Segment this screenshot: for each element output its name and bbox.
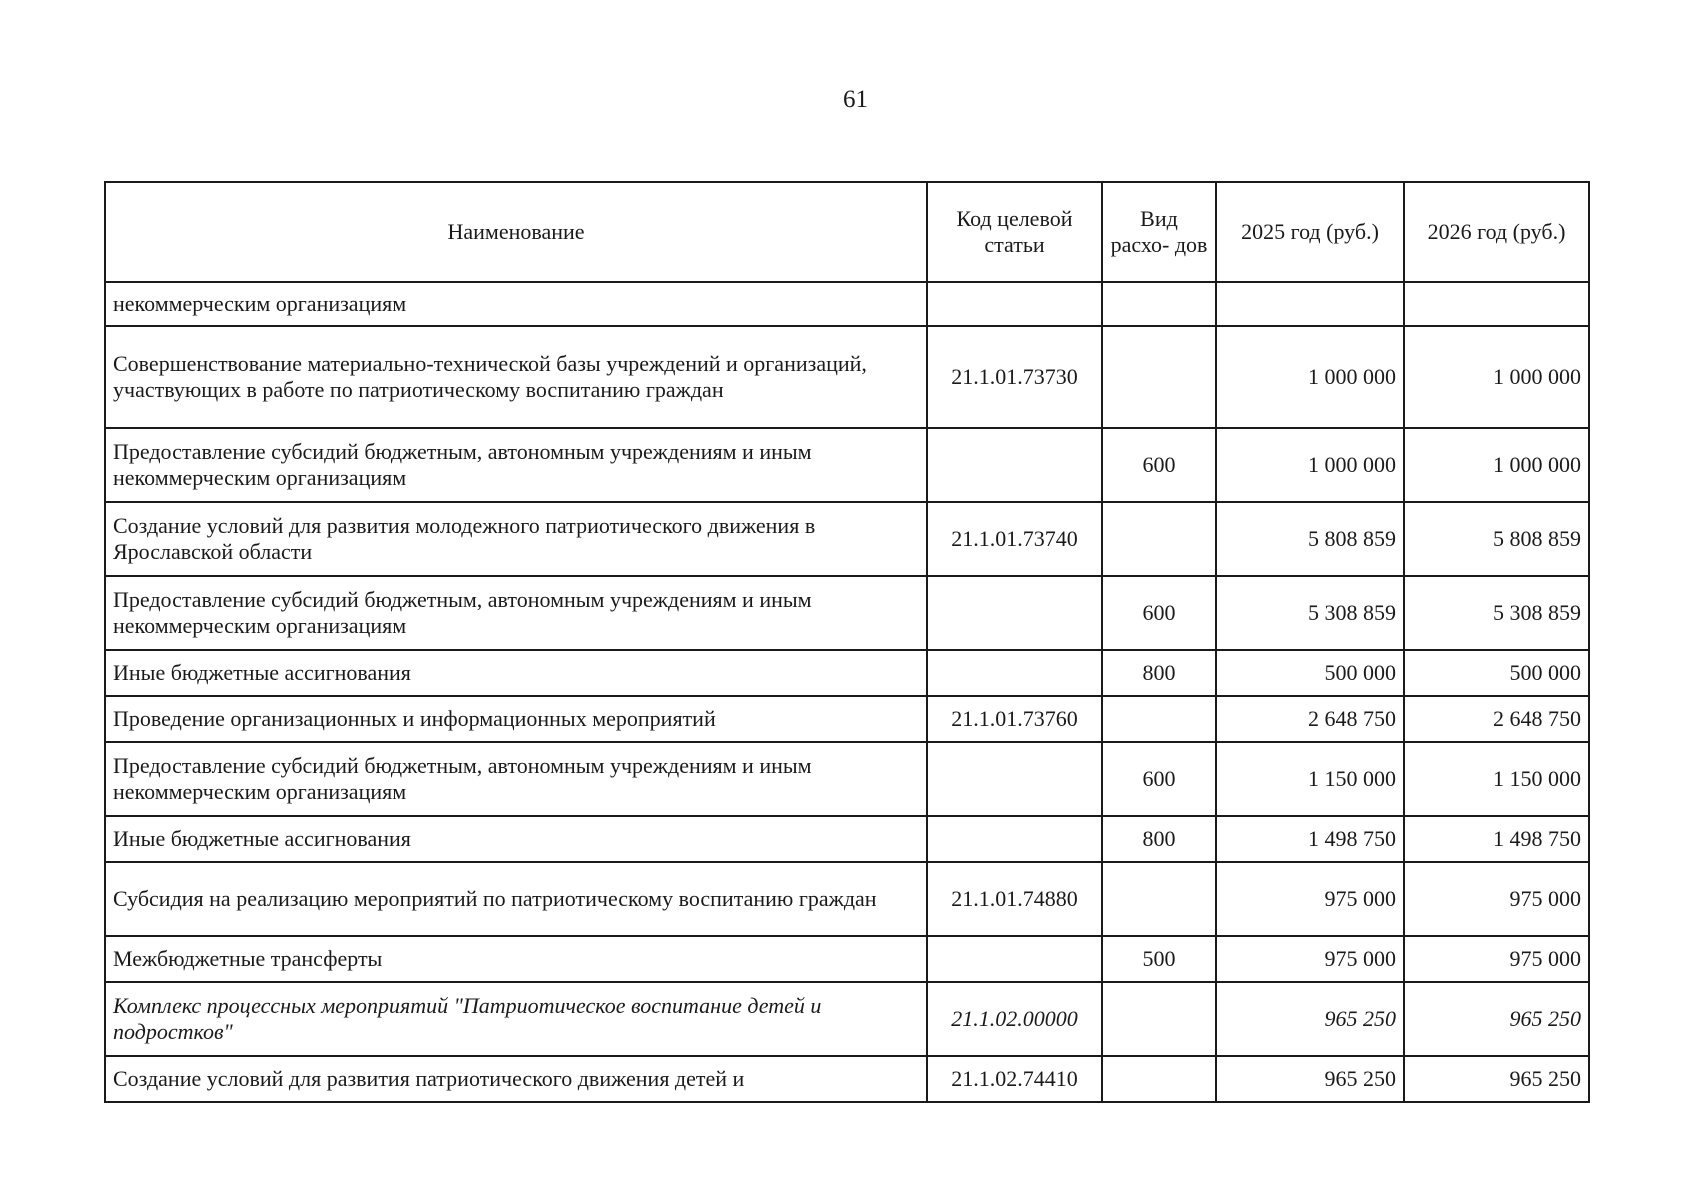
cell-kind [1102,696,1216,742]
cell-2026: 965 250 [1404,1056,1589,1102]
header-2026: 2026 год (руб.) [1404,182,1589,282]
cell-2025: 500 000 [1216,650,1404,696]
cell-code: 21.1.02.00000 [927,982,1102,1056]
table-row [105,576,1589,650]
cell-name: Создание условий для развития патриотического движения детей и [105,1056,927,1102]
cell-2026: 1 000 000 [1404,428,1589,502]
cell-kind: 600 [1102,742,1216,816]
budget-table [104,181,1590,1103]
cell-code [927,282,1102,326]
cell-2025: 1 000 000 [1216,326,1404,428]
cell-name: некоммерческим организациям [105,282,927,326]
cell-2025: 975 000 [1216,936,1404,982]
cell-2025: 1 498 750 [1216,816,1404,862]
table-row [105,428,1589,502]
table-row [105,1056,1589,1102]
cell-kind [1102,326,1216,428]
cell-code: 21.1.01.74880 [927,862,1102,936]
cell-name: Создание условий для развития молодежного патриотического движения в Ярославской области [105,502,927,576]
cell-name: Предоставление субсидий бюджетным, автономным учреждениям и иным некоммерческим организациям [105,742,927,816]
cell-2025: 2 648 750 [1216,696,1404,742]
cell-code [927,650,1102,696]
cell-name: Иные бюджетные ассигнования [105,816,927,862]
cell-2026: 1 150 000 [1404,742,1589,816]
page-number: 61 [843,86,868,113]
header-name: Наименование [105,182,927,282]
cell-kind [1102,1056,1216,1102]
table-row [105,862,1589,936]
table-row [105,282,1589,326]
cell-name: Предоставление субсидий бюджетным, автономным учреждениям и иным некоммерческим организациям [105,576,927,650]
header-2025: 2025 год (руб.) [1216,182,1404,282]
cell-2025: 975 000 [1216,862,1404,936]
cell-code [927,576,1102,650]
cell-code: 21.1.01.73740 [927,502,1102,576]
cell-2026: 1 000 000 [1404,326,1589,428]
cell-code [927,428,1102,502]
table-row [105,502,1589,576]
cell-2026: 965 250 [1404,982,1589,1056]
cell-2025: 965 250 [1216,1056,1404,1102]
cell-name: Предоставление субсидий бюджетным, автономным учреждениям и иным некоммерческим организациям [105,428,927,502]
cell-kind: 800 [1102,650,1216,696]
cell-2026: 5 808 859 [1404,502,1589,576]
table-row [105,982,1589,1056]
cell-kind [1102,862,1216,936]
table-row [105,742,1589,816]
cell-2025: 1 000 000 [1216,428,1404,502]
table-row [105,696,1589,742]
cell-2026: 5 308 859 [1404,576,1589,650]
header-code: Код целевой статьи [927,182,1102,282]
cell-2025: 1 150 000 [1216,742,1404,816]
cell-2026: 500 000 [1404,650,1589,696]
cell-code [927,742,1102,816]
table-header-row [105,182,1589,282]
table-row [105,936,1589,982]
cell-code [927,936,1102,982]
cell-kind [1102,502,1216,576]
cell-name: Субсидия на реализацию мероприятий по патриотическому воспитанию граждан [105,862,927,936]
cell-2025: 5 808 859 [1216,502,1404,576]
cell-2025 [1216,282,1404,326]
table-row [105,326,1589,428]
cell-kind [1102,982,1216,1056]
cell-name: Иные бюджетные ассигнования [105,650,927,696]
table-row [105,816,1589,862]
cell-name: Межбюджетные трансферты [105,936,927,982]
cell-code: 21.1.01.73760 [927,696,1102,742]
cell-code: 21.1.01.73730 [927,326,1102,428]
cell-2025: 965 250 [1216,982,1404,1056]
cell-code [927,816,1102,862]
cell-kind: 500 [1102,936,1216,982]
cell-2026 [1404,282,1589,326]
cell-name: Совершенствование материально-технической базы учреждений и организаций, участвующих в работе по патриотическому воспитанию граждан [105,326,927,428]
cell-2026: 2 648 750 [1404,696,1589,742]
cell-2026: 975 000 [1404,936,1589,982]
cell-2026: 1 498 750 [1404,816,1589,862]
cell-name: Проведение организационных и информационных мероприятий [105,696,927,742]
cell-name: Комплекс процессных мероприятий "Патриотическое воспитание детей и подростков" [105,982,927,1056]
table-body [105,282,1589,1102]
table-row [105,650,1589,696]
cell-kind: 600 [1102,576,1216,650]
cell-kind [1102,282,1216,326]
cell-kind: 800 [1102,816,1216,862]
header-kind: Вид расхо- дов [1102,182,1216,282]
cell-2025: 5 308 859 [1216,576,1404,650]
cell-2026: 975 000 [1404,862,1589,936]
cell-kind: 600 [1102,428,1216,502]
cell-code: 21.1.02.74410 [927,1056,1102,1102]
